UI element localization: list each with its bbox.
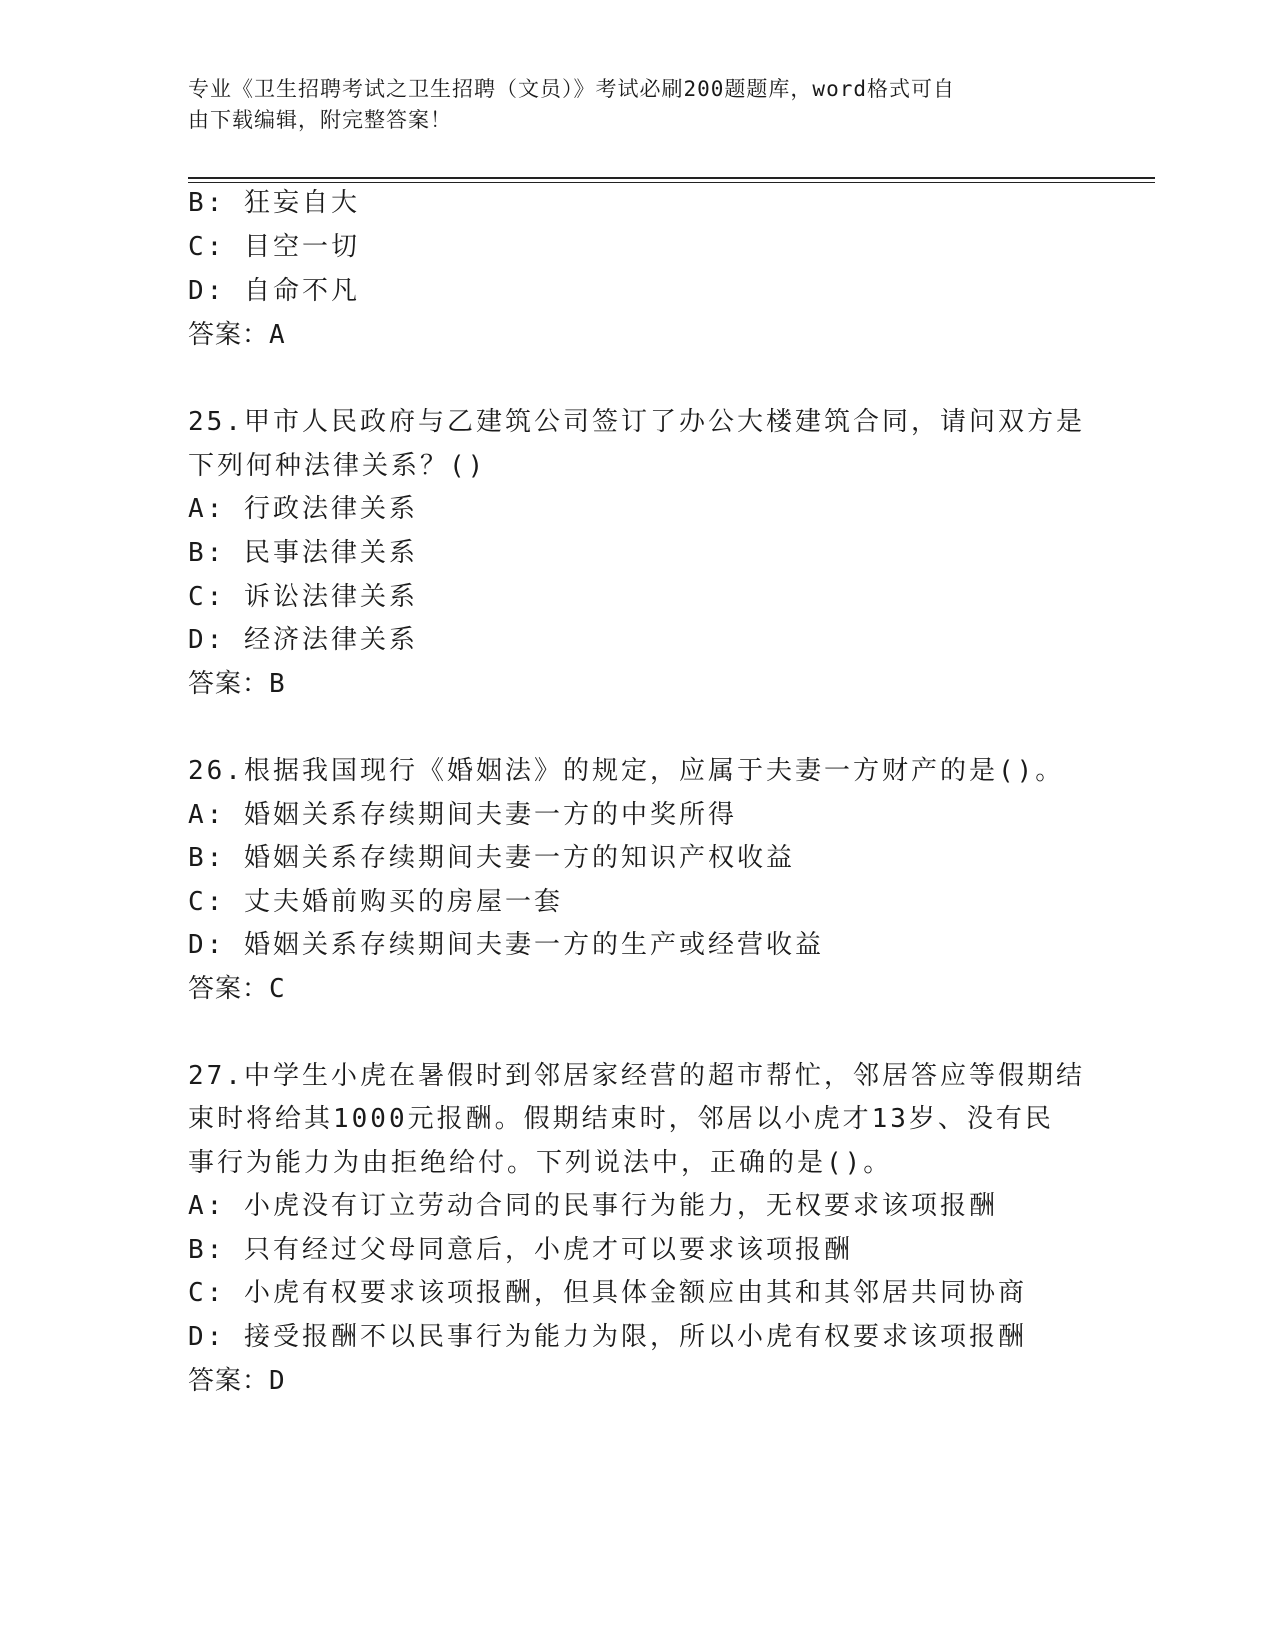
option-c: C: 诉讼法律关系	[188, 582, 418, 612]
option-b: B: 狂妄自大	[188, 188, 360, 218]
question-stem: 27.中学生小虎在暑假时到邻居家经营的超市帮忙，邻居答应等假期结	[188, 1061, 1085, 1091]
option-b: B: 只有经过父母同意后，小虎才可以要求该项报酬	[188, 1235, 853, 1265]
question-stem: 事行为能力为由拒绝给付。下列说法中，正确的是()。	[188, 1148, 893, 1178]
option-d: D: 接受报酬不以民事行为能力为限，所以小虎有权要求该项报酬	[188, 1322, 1027, 1352]
answer-label: 答案：C	[188, 974, 286, 1004]
option-c: C: 目空一切	[188, 232, 360, 262]
header-title-line: 专业《卫生招聘考试之卫生招聘（文员）》考试必刷200题题库，word格式可自	[188, 77, 955, 101]
answer-label: 答案：B	[188, 669, 286, 699]
document-header	[188, 74, 1088, 136]
answer-label: 答案：D	[188, 1366, 286, 1396]
option-a: A: 小虎没有订立劳动合同的民事行为能力，无权要求该项报酬	[188, 1191, 998, 1221]
option-c: C: 丈夫婚前购买的房屋一套	[188, 887, 563, 917]
option-c: C: 小虎有权要求该项报酬，但具体金额应由其和其邻居共同协商	[188, 1278, 1027, 1308]
question-stem: 束时将给其1000元报酬。假期结束时，邻居以小虎才13岁、没有民	[188, 1104, 1054, 1134]
option-b: B: 民事法律关系	[188, 538, 418, 568]
header-divider-thin	[188, 182, 1155, 183]
answer-label: 答案：A	[188, 320, 286, 350]
option-d: D: 自命不凡	[188, 276, 360, 306]
option-b: B: 婚姻关系存续期间夫妻一方的知识产权收益	[188, 843, 795, 873]
header-divider	[188, 177, 1155, 179]
option-a: A: 行政法律关系	[188, 494, 418, 524]
question-stem: 25.甲市人民政府与乙建筑公司签订了办公大楼建筑合同，请问双方是	[188, 407, 1085, 437]
question-stem: 下列何种法律关系？()	[188, 451, 487, 481]
question-stem: 26.根据我国现行《婚姻法》的规定，应属于夫妻一方财产的是()。	[188, 756, 1065, 786]
option-d: D: 婚姻关系存续期间夫妻一方的生产或经营收益	[188, 930, 824, 960]
option-a: A: 婚姻关系存续期间夫妻一方的中奖所得	[188, 800, 737, 830]
header-title-line: 由下载编辑，附完整答案！	[188, 108, 452, 132]
option-d: D: 经济法律关系	[188, 625, 418, 655]
